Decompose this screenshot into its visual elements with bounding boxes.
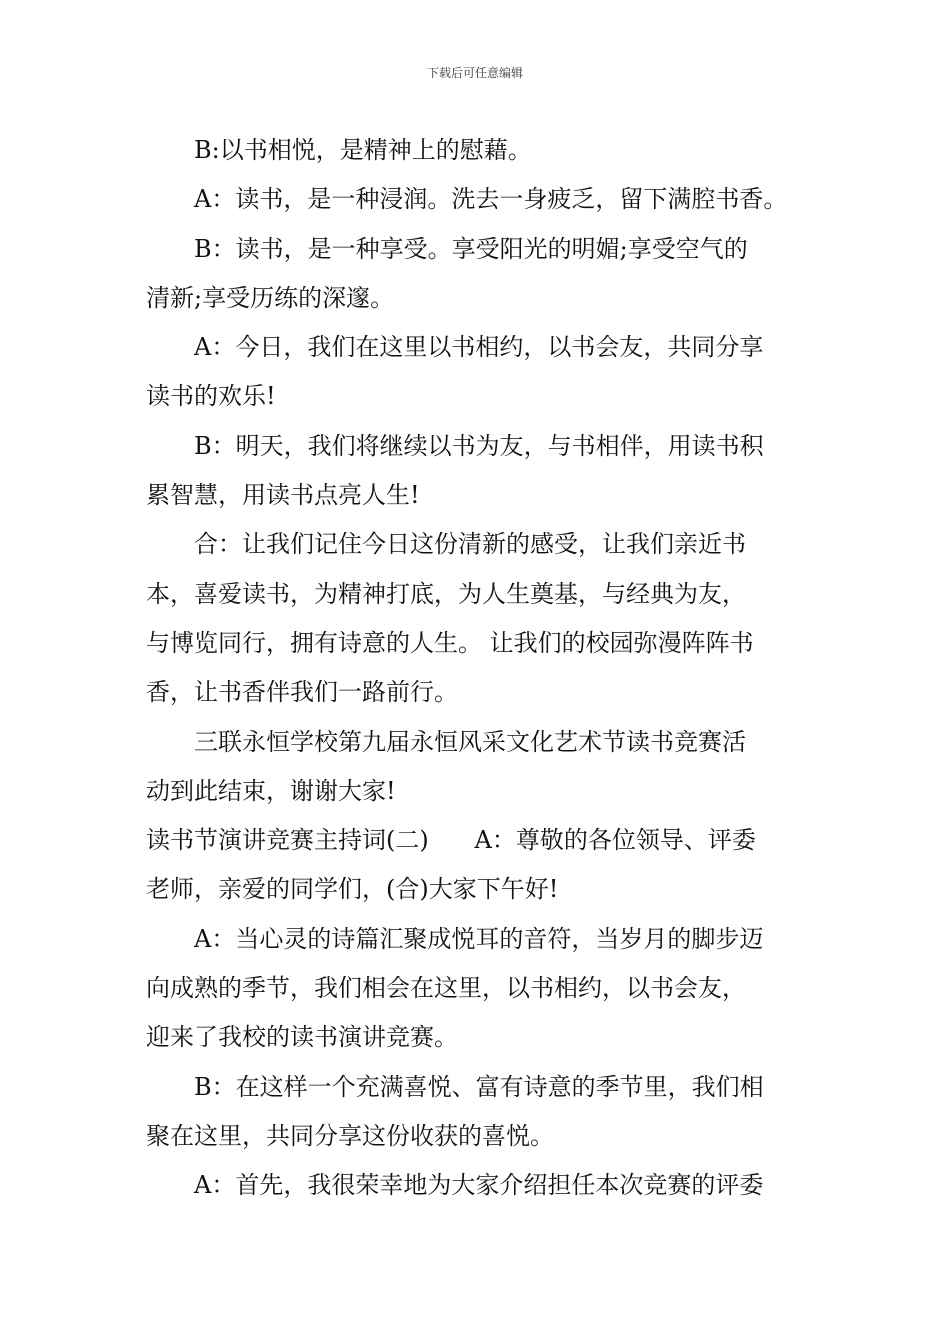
page-header: 下载后可任意编辑: [426, 66, 523, 80]
text-line: 动到此结束，谢谢大家!: [146, 776, 396, 805]
text-line: 清新;享受历练的深邃。: [146, 283, 395, 312]
text-line: A：首先，我很荣幸地为大家介绍担任本次竞赛的评委: [194, 1171, 764, 1200]
text-line: B:以书相悦，是精神上的慰藉。: [194, 136, 532, 164]
text-line: 累智慧，用读书点亮人生!: [146, 481, 420, 510]
text-line: 聚在这里，共同分享这份收获的喜悦。: [146, 1121, 554, 1150]
text-line: A：当心灵的诗篇汇聚成悦耳的音符，当岁月的脚步迈: [194, 924, 764, 953]
text-line: 合：让我们记住今日这份清新的感受，让我们亲近书: [194, 530, 746, 559]
text-line: A：今日，我们在这里以书相约，以书会友，共同分享: [194, 333, 764, 362]
text-line: B：在这样一个充满喜悦、富有诗意的季节里，我们相: [194, 1072, 764, 1101]
text-line: 三联永恒学校第九届永恒风采文化艺术节读书竞赛活: [194, 727, 746, 756]
text-line: 老师，亲爱的同学们，(合)大家下午好!: [146, 875, 559, 904]
document-body: [146, 126, 811, 1211]
text-line: B：明天，我们将继续以书为友，与书相伴，用读书积: [194, 431, 764, 460]
text-line: 读书的欢乐!: [146, 382, 276, 411]
text-line: 本，喜爱读书，为精神打底，为人生奠基，与经典为友，: [146, 579, 746, 608]
text-line: 迎来了我校的读书演讲竞赛。: [146, 1023, 458, 1052]
text-line: B：读书，是一种享受。享受阳光的明媚;享受空气的: [194, 234, 748, 263]
text-line: 香，让书香伴我们一路前行。: [146, 678, 458, 707]
text-line: 向成熟的季节，我们相会在这里，以书相约，以书会友，: [146, 974, 746, 1003]
text-line: 与博览同行，拥有诗意的人生。 让我们的校园弥漫阵阵书: [146, 628, 754, 657]
text-line: A：读书，是一种浸润。洗去一身疲乏，留下满腔书香。: [194, 185, 788, 214]
section-title-line: 读书节演讲竞赛主持词(二) A：尊敬的各位领导、评委: [146, 826, 756, 855]
